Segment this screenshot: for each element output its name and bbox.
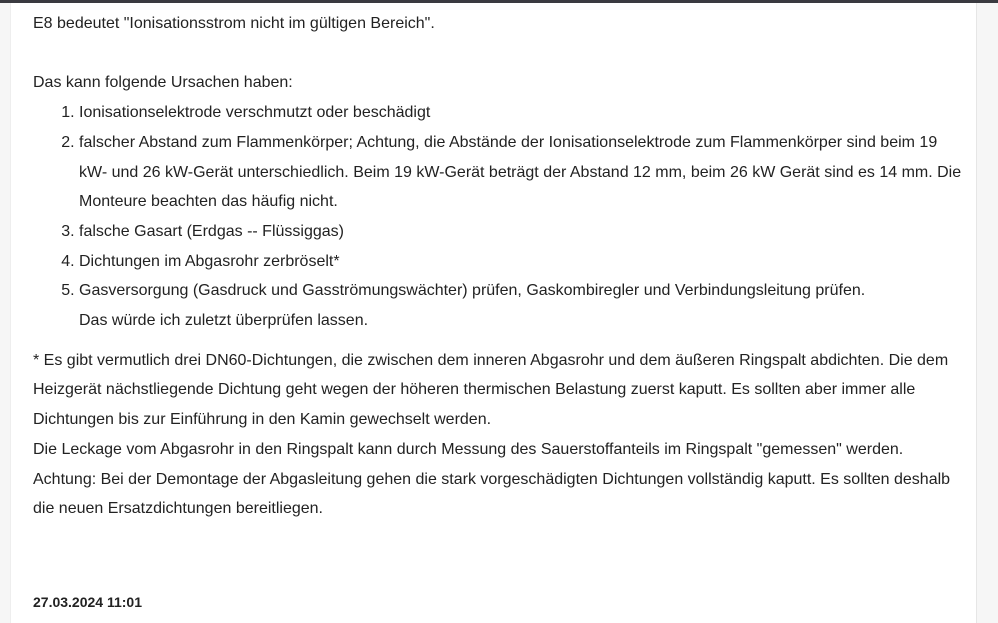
list-item: 4. Dichtungen im Abgasrohr zerbröselt* — [79, 247, 963, 277]
post-body — [33, 9, 963, 524]
post-card — [10, 3, 977, 623]
list-item: 5. Gasversorgung (Gasdruck und Gasströmungswächter) prüfen, Gaskombiregler und Verbindungsleitung prüfen. Das würde ich zuletzt überprüfen lassen. — [79, 276, 963, 335]
warning-text: Achtung: Bei der Demontage der Abgasleitung gehen die stark vorgeschädigten Dichtungen vollständig kaputt. Es sollten deshalb die neuen Ersatzdichtungen bereitliegen. — [33, 470, 951, 518]
post-timestamp: 27.03.2024 11:01 — [33, 594, 142, 610]
causes-heading: Das kann folgende Ursachen haben: — [33, 74, 293, 92]
causes-list — [33, 98, 963, 336]
footnote-text: * Es gibt vermutlich drei DN60-Dichtungen, die zwischen dem inneren Abgasrohr und dem äußeren Ringspalt abdichten. Die dem Heizgerät nächstliegende Dichtung geht wegen der höheren thermischen Belastung zuerst kaputt. Es sollten aber immer alle Dichtungen bis zur Einführung in den Kamin gewechselt werden. — [33, 351, 949, 429]
list-item: 1. Ionisationselektrode verschmutzt oder beschädigt — [79, 98, 963, 128]
leakage-text: Die Leckage vom Abgasrohr in den Ringspalt kann durch Messung des Sauerstoffanteils im Ringspalt "gemessen" werden. — [33, 440, 904, 458]
list-item: 2. falscher Abstand zum Flammenkörper; Achtung, die Abstände der Ionisationselektrode zum Flammenkörper sind beim 19 kW- und 26 kW-Gerät unterschiedlich. Beim 19 kW-Gerät beträgt der Abstand 12 mm, beim 26 kW Gerät sind es 14 mm. Die Monteure beachten das häufig nicht. — [79, 128, 963, 217]
list-item: 3. falsche Gasart (Erdgas -- Flüssiggas) — [79, 217, 963, 247]
intro-text: E8 bedeutet "Ionisationsstrom nicht im gültigen Bereich". — [33, 15, 435, 32]
